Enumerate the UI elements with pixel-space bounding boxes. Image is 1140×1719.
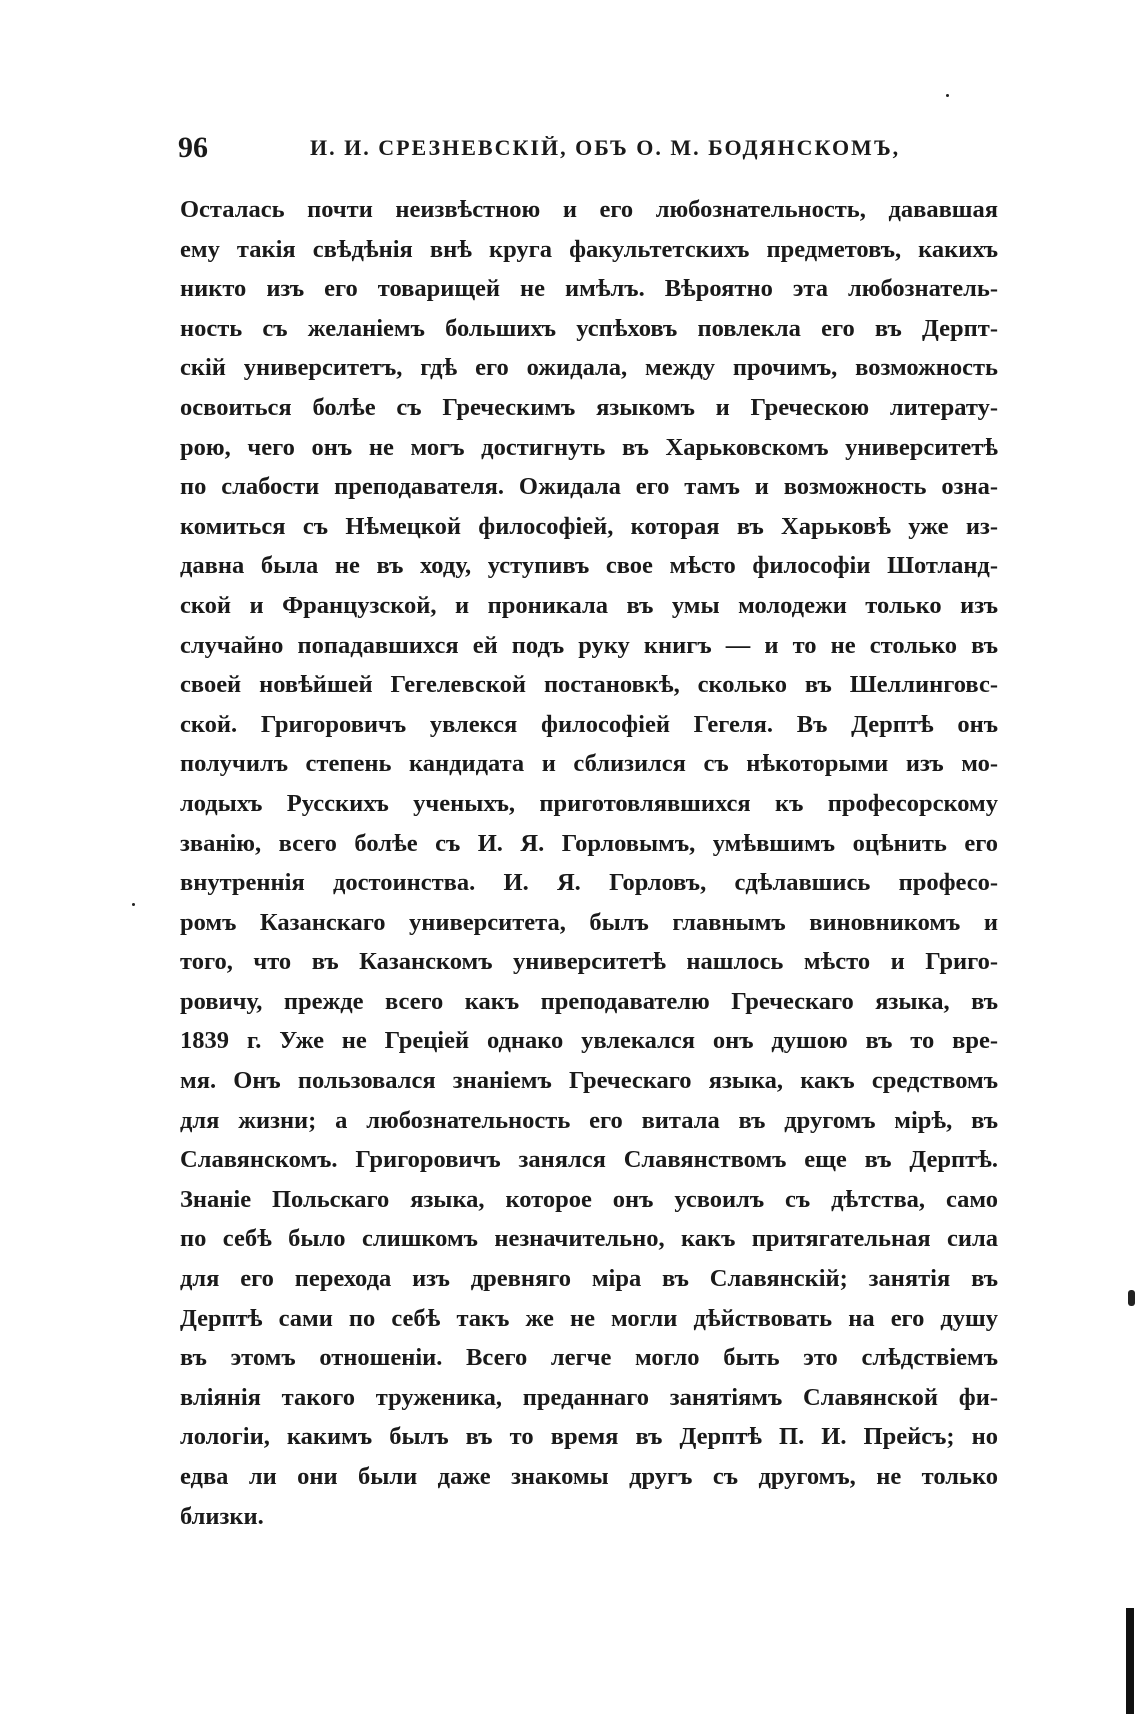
text-line: лологіи, какимъ былъ въ то время въ Дерптѣ П. И. Прейсъ; но	[180, 1423, 998, 1451]
text-line: ской. Григоровичъ увлекся философіей Гегеля. Въ Дерптѣ онъ	[180, 710, 998, 738]
text-line: ровичу, прежде всего какъ преподавателю Греческаго языка, въ	[180, 987, 998, 1015]
text-line: того, что въ Казанскомъ университетѣ нашлось мѣсто и Григо-	[180, 948, 998, 976]
text-line: вліянія такого труженика, преданнаго занятіямъ Славянской фи-	[180, 1383, 998, 1411]
text-line: рою, чего онъ не могъ достигнуть въ Харьковскомъ университетѣ	[180, 433, 998, 461]
text-line: никто изъ его товарищей не имѣлъ. Вѣроятно эта любознатель-	[180, 275, 998, 303]
text-line: скій университетъ, гдѣ его ожидала, между прочимъ, возможность	[180, 354, 998, 382]
text-line: случайно попадавшихся ей подъ руку книгъ — и то не столько въ	[180, 631, 998, 659]
text-line: комиться съ Нѣмецкой философіей, которая въ Харьковѣ уже из-	[180, 512, 998, 540]
text-line: едва ли они были даже знакомы другъ съ другомъ, не только	[180, 1463, 998, 1490]
scan-speck	[132, 903, 135, 906]
page-number: 96	[178, 131, 208, 164]
text-line: освоиться болѣе съ Греческимъ языкомъ и Греческою литерату-	[180, 393, 998, 421]
running-title: И. И. СРЕЗНЕВСКІЙ, ОБЪ О. М. БОДЯНСКОМЪ,	[310, 135, 901, 160]
text-line: близки.	[180, 1502, 264, 1530]
text-line: мя. Онъ пользовался знаніемъ Греческаго языка, какъ средствомъ	[180, 1067, 998, 1095]
text-line: ему такія свѣдѣнія внѣ круга факультетскихъ предметовъ, какихъ	[180, 235, 998, 263]
scan-speck	[946, 94, 949, 97]
text-line: 1839 г. Уже не Греціей однако увлекался онъ душою въ то вре-	[180, 1027, 998, 1055]
body-text	[180, 190, 998, 1536]
text-line: ской и Французской, и проникала въ умы молодежи только изъ	[180, 591, 998, 619]
text-line: своей новѣйшей Гегелевской постановкѣ, сколько въ Шеллинговс-	[180, 671, 998, 699]
text-line: Славянскомъ. Григоровичъ занялся Славянствомъ еще въ Дерптѣ.	[180, 1146, 998, 1174]
text-line: Дерптѣ сами по себѣ такъ же не могли дѣйствовать на его душу	[180, 1304, 998, 1332]
text-line: лодыхъ Русскихъ ученыхъ, приготовлявшихся къ професорскому	[180, 789, 998, 817]
scan-edge-mark	[1126, 1608, 1134, 1714]
text-line: внутреннія достоинства. И. Я. Горловъ, сдѣлавшись професо-	[180, 869, 998, 897]
text-line: Осталась почти неизвѣстною и его любознательность, дававшая	[180, 196, 998, 223]
text-line: по слабости преподавателя. Ожидала его тамъ и возможность озна-	[180, 473, 998, 501]
text-line: для его перехода изъ древняго міра въ Славянскій; занятія въ	[180, 1265, 998, 1293]
text-line: давна была не въ ходу, уступивъ свое мѣсто философіи Шотланд-	[180, 552, 998, 580]
text-line: получилъ степень кандидата и сблизился съ нѣкоторыми изъ мо-	[180, 750, 998, 778]
scan-speck	[1128, 1290, 1135, 1306]
text-line: въ этомъ отношеніи. Всего легче могло быть это слѣдствіемъ	[180, 1344, 998, 1372]
text-line: ромъ Казанскаго университета, былъ главнымъ виновникомъ и	[180, 908, 998, 936]
text-line: ность съ желаніемъ большихъ успѣховъ повлекла его въ Дерпт-	[180, 314, 998, 342]
running-header	[178, 128, 958, 168]
text-line: по себѣ было слишкомъ незначительно, какъ притягательная сила	[180, 1225, 998, 1253]
text-line: Знаніе Польскаго языка, которое онъ усвоилъ съ дѣтства, само	[180, 1185, 998, 1213]
text-line: званію, всего болѣе съ И. Я. Горловымъ, умѣвшимъ оцѣнить его	[180, 829, 998, 857]
text-line: для жизни; а любознательность его витала въ другомъ мірѣ, въ	[180, 1106, 998, 1134]
